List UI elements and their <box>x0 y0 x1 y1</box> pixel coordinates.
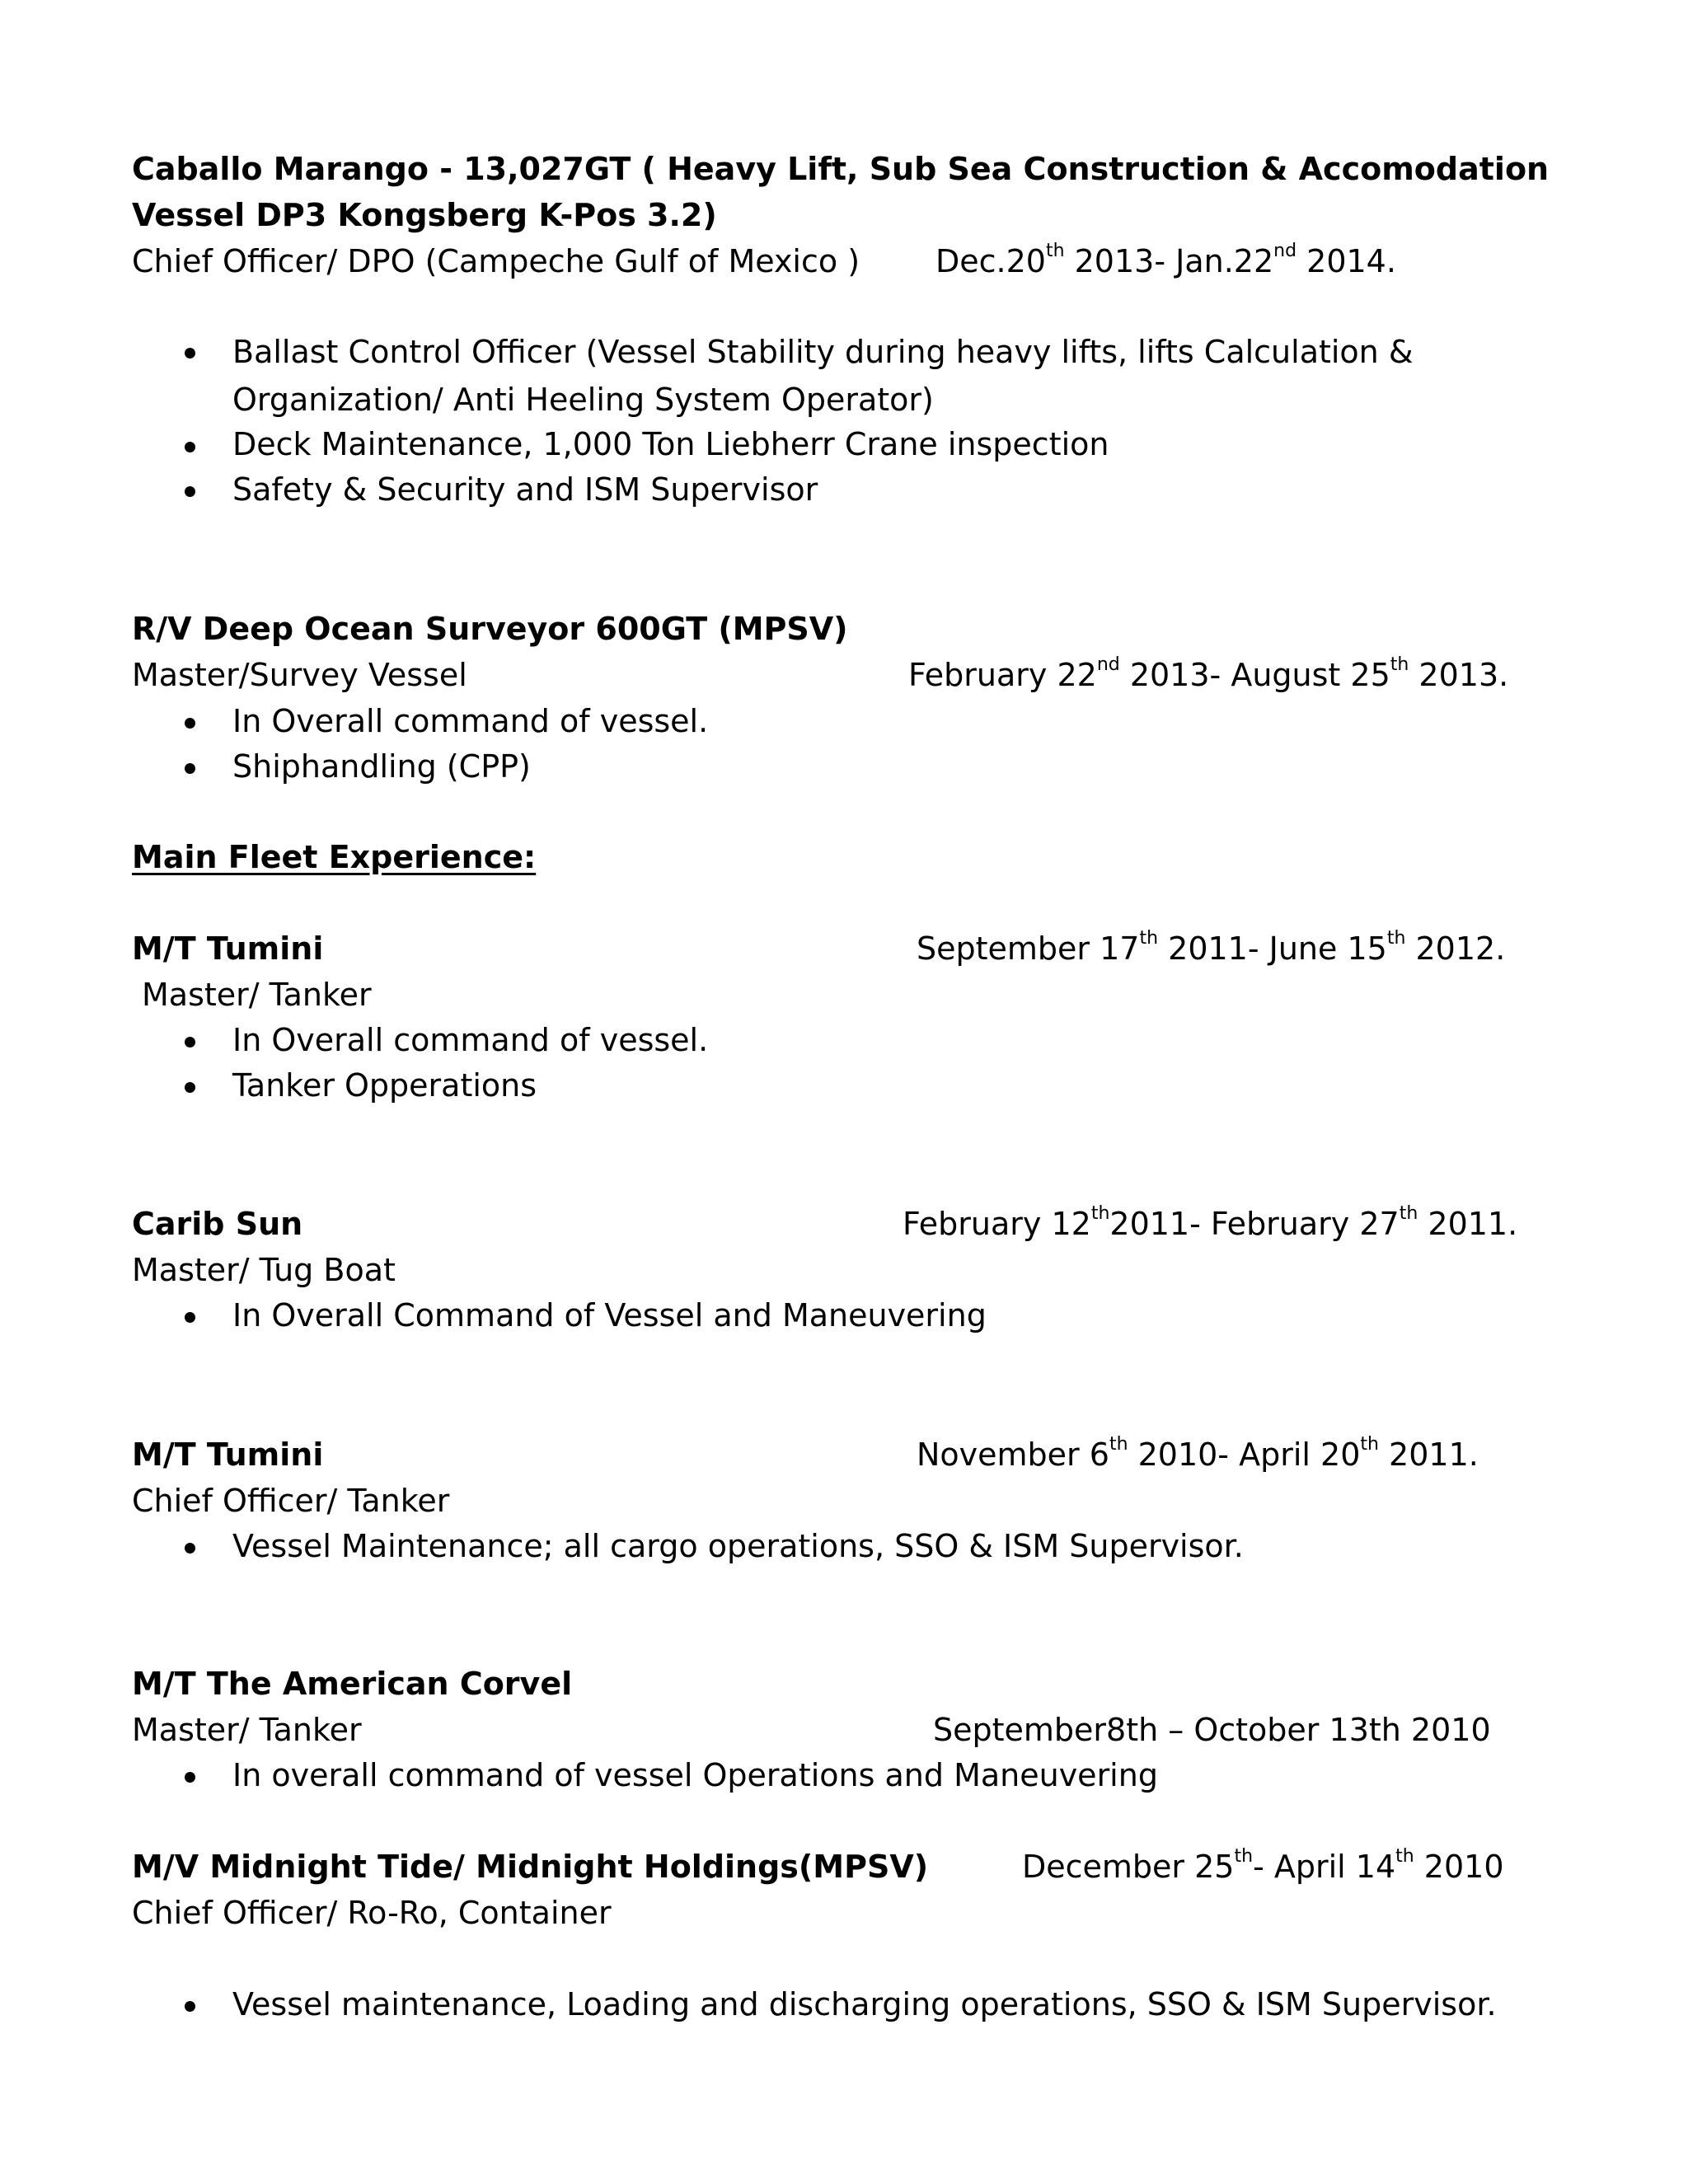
bullet-icon <box>185 1037 195 1047</box>
role-text: Master/ Tanker <box>132 1712 362 1748</box>
bullet-text: In Overall Command of Vessel and Maneuvering <box>232 1297 987 1333</box>
date-range: December 25th- April 14th 2010 <box>1022 1846 1504 1885</box>
role-text: Chief Officer/ Ro-Ro, Container <box>132 1895 612 1931</box>
role-text: Master/ Tug Boat <box>132 1252 396 1288</box>
bullet-icon <box>185 442 195 452</box>
bullet-text: In overall command of vessel Operations and Maneuvering <box>232 1757 1158 1793</box>
date-range: September 17th 2011- June 15th 2012. <box>917 928 1506 967</box>
role-text: Master/ Tanker <box>142 977 372 1013</box>
date-range: Dec.20th 2013- Jan.22nd 2014. <box>935 241 1396 279</box>
bullet-icon <box>185 1312 195 1323</box>
bullet-text: Tanker Opperations <box>232 1067 537 1104</box>
bullet-text: Vessel maintenance, Loading and discharging operations, SSO & ISM Supervisor. <box>232 1986 1497 2022</box>
role-text: Master/Survey Vessel <box>132 657 467 693</box>
bullet-icon <box>185 348 195 359</box>
bullet-icon <box>185 486 195 497</box>
vessel-heading: Caballo Marango - 13,027GT ( Heavy Lift, Sub Sea Construction & Accomodation <box>132 151 1550 187</box>
vessel-heading: M/T The American Corvel <box>132 1666 573 1702</box>
vessel-heading: R/V Deep Ocean Surveyor 600GT (MPSV) <box>132 611 848 647</box>
role-text: Chief Officer/ Tanker <box>132 1483 450 1519</box>
vessel-heading: Carib Sun <box>132 1206 303 1242</box>
section-title: Main Fleet Experience: <box>132 839 537 875</box>
date-range: September8th – October 13th 2010 <box>933 1712 1491 1748</box>
vessel-heading: M/T Tumini <box>132 930 324 967</box>
bullet-text: Deck Maintenance, 1,000 Ton Liebherr Crane inspection <box>232 426 1109 462</box>
vessel-heading-cont: Vessel DP3 Kongsberg K-Pos 3.2) <box>132 197 717 233</box>
bullet-text: Ballast Control Officer (Vessel Stability during heavy lifts, lifts Calculation & <box>232 334 1414 370</box>
date-range: February 12th2011- February 27th 2011. <box>903 1203 1518 1242</box>
bullet-text: In Overall command of vessel. <box>232 1022 709 1058</box>
date-range: November 6th 2010- April 20th 2011. <box>917 1434 1479 1473</box>
role-text: Chief Officer/ DPO (Campeche Gulf of Mexico ) <box>132 243 860 279</box>
date-range: February 22nd 2013- August 25th 2013. <box>908 654 1509 693</box>
bullet-icon <box>185 1772 195 1783</box>
bullet-icon <box>185 763 195 774</box>
bullet-text: Safety & Security and ISM Supervisor <box>232 471 818 508</box>
bullet-text-cont: Organization/ Anti Heeling System Operator) <box>232 382 934 418</box>
bullet-icon <box>185 1082 195 1093</box>
bullet-icon <box>185 1543 195 1554</box>
vessel-heading: M/T Tumini <box>132 1436 324 1473</box>
bullet-icon <box>185 718 195 729</box>
bullet-text: In Overall command of vessel. <box>232 703 709 739</box>
bullet-icon <box>185 2001 195 2012</box>
bullet-text: Vessel Maintenance; all cargo operations, SSO & ISM Supervisor. <box>232 1528 1244 1564</box>
vessel-heading: M/V Midnight Tide/ Midnight Holdings(MPSV) <box>132 1849 929 1885</box>
bullet-text: Shiphandling (CPP) <box>232 748 531 785</box>
